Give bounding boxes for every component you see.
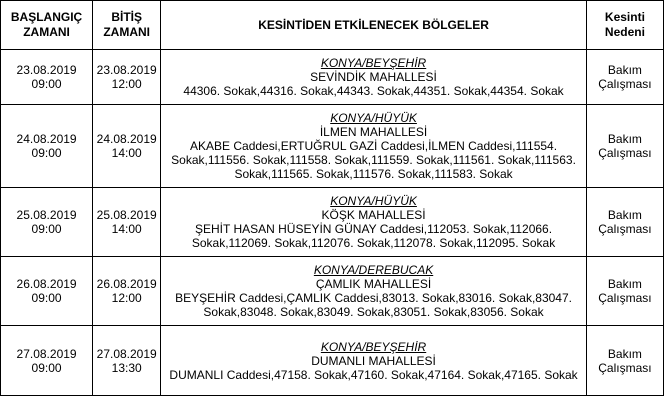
reason-cell: Bakım Çalışması [586, 188, 663, 257]
neighborhood: DUMANLI MAHALLESİ [311, 353, 436, 368]
start-cell: 27.08.2019 09:00 [1, 326, 93, 396]
end-cell: 23.08.2019 12:00 [93, 50, 161, 105]
end-cell: 25.08.2019 14:00 [93, 188, 161, 257]
streets: DUMANLI Caddesi,47158. Sokak,47160. Sokak,47164. Sokak,47165. Sokak [169, 367, 578, 382]
streets: AKABE Caddesi,ERTUĞRUL GAZİ Caddesi,İLMEN Caddesi,111554. Sokak,111556. Sokak,111558. Sokak,111559. Sokak,111561. Sokak,111563. Sokak,111565. Sokak,111576. Sokak,111583. Sokak [171, 139, 576, 181]
start-cell: 25.08.2019 09:00 [1, 188, 93, 257]
end-cell: 24.08.2019 14:00 [93, 105, 161, 188]
table-row [1, 105, 664, 188]
neighborhood: İLMEN MAHALLESİ [319, 125, 428, 139]
region-cell [161, 105, 587, 188]
table-header-row [1, 1, 664, 50]
table-row [1, 188, 664, 257]
table-row [1, 326, 664, 396]
neighborhood: SEVİNDİK MAHALLESİ [310, 70, 437, 84]
neighborhood: ÇAMLIK MAHALLESİ [315, 277, 432, 291]
start-cell: 26.08.2019 09:00 [1, 257, 93, 326]
table-row [1, 50, 664, 105]
reason-cell: Bakım Çalışması [586, 326, 663, 396]
end-cell: 26.08.2019 12:00 [93, 257, 161, 326]
reason-cell: Bakım Çalışması [586, 105, 663, 188]
city-district: KONYA/HÜYÜK [330, 194, 417, 208]
end-cell: 27.08.2019 13:30 [93, 326, 161, 396]
header-reason: Kesinti Nedeni [586, 1, 663, 50]
city-district: KONYA/BEYŞEHİR [320, 56, 427, 70]
streets: ŞEHİT HASAN HÜSEYİN GÜNAY Caddesi,112053. Sokak,112066. Sokak,112069. Sokak,112076. Sokak,112078. Sokak,112095. Sokak [191, 222, 556, 250]
reason-cell: Bakım Çalışması [586, 257, 663, 326]
start-cell: 24.08.2019 09:00 [1, 105, 93, 188]
city-district: KONYA/HÜYÜK [330, 111, 417, 125]
streets: 44306. Sokak,44316. Sokak,44343. Sokak,44351. Sokak,44354. Sokak [183, 84, 564, 98]
city-district: KONYA/DEREBUCAK [313, 263, 434, 277]
start-cell: 23.08.2019 09:00 [1, 50, 93, 105]
header-end-time: BİTİŞ ZAMANI [93, 1, 161, 50]
region-cell [161, 257, 587, 326]
region-cell [161, 326, 587, 396]
streets: BEYŞEHİR Caddesi,ÇAMLIK Caddesi,83013. Sokak,83016. Sokak,83047. Sokak,83048. Sokak,83049. Sokak,83051. Sokak,83056. Sokak [175, 291, 572, 319]
header-regions: KESİNTİDEN ETKİLENECEK BÖLGELER [161, 1, 587, 50]
reason-cell: Bakım Çalışması [586, 50, 663, 105]
neighborhood: KÖŞK MAHALLESİ [321, 208, 426, 222]
header-start-time: BAŞLANGIÇ ZAMANI [1, 1, 93, 50]
region-cell [161, 50, 587, 105]
table-row [1, 257, 664, 326]
city-district: KONYA/BEYŞEHİR [320, 339, 427, 354]
region-cell [161, 188, 587, 257]
